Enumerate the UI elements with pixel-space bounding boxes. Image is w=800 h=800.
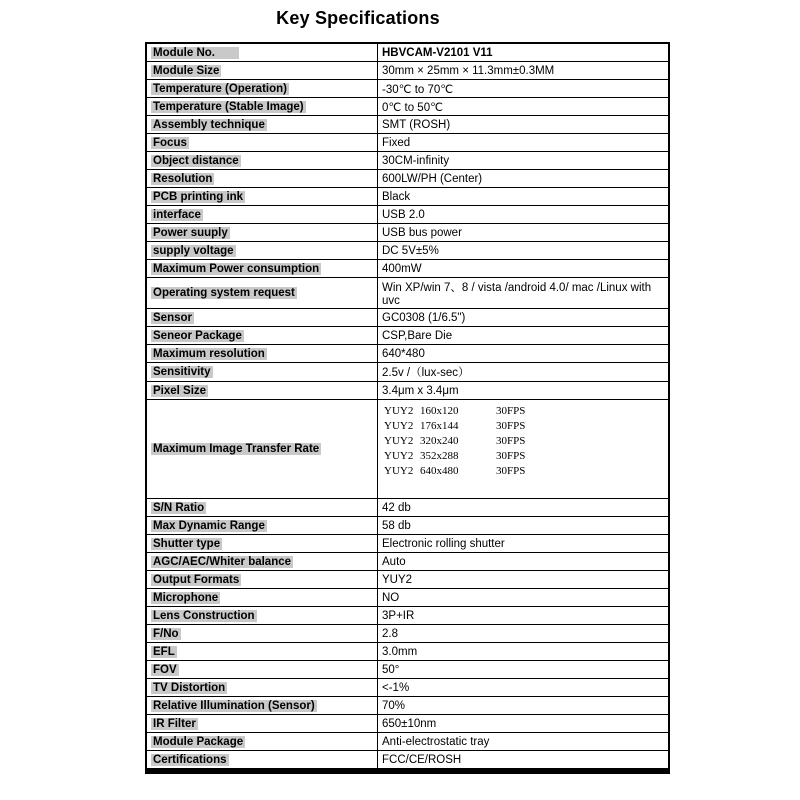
- spec-label: Lens Construction: [153, 609, 255, 622]
- spec-label-cell: [146, 751, 378, 772]
- spec-label-cell: [146, 517, 378, 535]
- spec-row: [146, 535, 669, 553]
- transfer-rate-format: YUY2: [384, 420, 414, 432]
- transfer-rate-lines: [384, 404, 664, 479]
- spec-label: supply voltage: [153, 244, 234, 257]
- transfer-rate-fps: 30FPS: [496, 420, 526, 432]
- spec-label-cell: [146, 278, 378, 309]
- spec-value-cell: [378, 571, 670, 589]
- spec-label-cell: [146, 170, 378, 188]
- spec-row: [146, 400, 669, 499]
- spec-label: Relative Illumination (Sensor): [153, 699, 315, 712]
- spec-value: 30CM-infinity: [382, 154, 450, 167]
- spec-label: FOV: [153, 663, 177, 676]
- transfer-rate-format: YUY2: [384, 405, 414, 417]
- spec-value-cell: [378, 206, 670, 224]
- spec-value-cell: [378, 733, 670, 751]
- spec-value: Black: [382, 190, 411, 203]
- transfer-rate-line: [384, 464, 664, 479]
- spec-label: Module No.: [151, 47, 239, 59]
- spec-value-cell: [378, 134, 670, 152]
- spec-value-cell: [378, 382, 670, 400]
- spec-value-cell: [378, 715, 670, 733]
- spec-row: [146, 309, 669, 327]
- spec-label: Temperature (Operation): [153, 82, 287, 95]
- spec-label-cell: [146, 625, 378, 643]
- spec-value-cell: [378, 625, 670, 643]
- spec-row: [146, 116, 669, 134]
- transfer-rate-fps: 30FPS: [496, 450, 526, 462]
- spec-label: Maximum Power consumption: [153, 262, 320, 275]
- spec-row: [146, 278, 669, 309]
- spec-value-cell: [378, 363, 670, 382]
- spec-value-cell: [378, 679, 670, 697]
- spec-label-cell: [146, 382, 378, 400]
- spec-row: [146, 382, 669, 400]
- spec-value: Fixed: [382, 136, 411, 149]
- spec-value: FCC/CE/ROSH: [382, 753, 462, 766]
- spec-label: TV Distortion: [153, 681, 226, 694]
- spec-row: [146, 98, 669, 116]
- spec-value: HBVCAM-V2101 V11: [382, 46, 493, 59]
- spec-label-cell: [146, 98, 378, 116]
- spec-row: [146, 345, 669, 363]
- spec-value: 30mm × 25mm × 11.3mm±0.3MM: [382, 64, 555, 77]
- spec-value: 50°: [382, 663, 400, 676]
- spec-value: 600LW/PH (Center): [382, 172, 483, 185]
- spec-value-cell: [378, 43, 670, 62]
- spec-label-cell: [146, 661, 378, 679]
- spec-label: Module Package: [153, 735, 244, 748]
- spec-label-cell: [146, 679, 378, 697]
- spec-value: -30℃ to 70℃: [382, 83, 454, 96]
- spec-label-cell: [146, 62, 378, 80]
- transfer-rate-line: [384, 434, 664, 449]
- spec-label-cell: [146, 535, 378, 553]
- spec-value-cell: [378, 400, 670, 499]
- spec-label: F/No: [153, 627, 179, 640]
- spec-label-cell: [146, 400, 378, 499]
- spec-value: Win XP/win 7、8 / vista /android 4.0/ mac /Linux with uvc: [382, 282, 652, 307]
- spec-label: Maximum resolution: [153, 347, 265, 360]
- spec-label: Focus: [153, 136, 187, 149]
- spec-value: SMT (ROSH): [382, 118, 451, 131]
- transfer-rate-format: YUY2: [384, 465, 414, 477]
- spec-value: USB bus power: [382, 226, 462, 239]
- spec-label: Pixel Size: [153, 384, 207, 397]
- spec-label: Operating system request: [153, 287, 295, 299]
- spec-label: Object distance: [153, 154, 239, 167]
- spec-label-cell: [146, 260, 378, 278]
- spec-value: 400mW: [382, 262, 422, 275]
- spec-row: [146, 43, 669, 62]
- spec-value-cell: [378, 188, 670, 206]
- spec-row: [146, 62, 669, 80]
- spec-label-cell: [146, 571, 378, 589]
- spec-value: 58 db: [382, 519, 411, 532]
- spec-value: 0℃ to 50℃: [382, 101, 443, 114]
- spec-label: AGC/AEC/Whiter balance: [153, 555, 292, 568]
- spec-value: 650±10nm: [382, 717, 437, 730]
- spec-row: [146, 697, 669, 715]
- spec-row: [146, 206, 669, 224]
- spec-value-cell: [378, 697, 670, 715]
- spec-row: [146, 80, 669, 98]
- spec-label-cell: [146, 206, 378, 224]
- spec-value: YUY2: [382, 573, 413, 586]
- spec-value-cell: [378, 80, 670, 98]
- spec-label: Power suuply: [153, 226, 228, 239]
- spec-label: Sensitivity: [153, 366, 211, 378]
- spec-row: [146, 553, 669, 571]
- transfer-rate-fps: 30FPS: [496, 465, 526, 477]
- spec-label-cell: [146, 152, 378, 170]
- spec-label-cell: [146, 134, 378, 152]
- transfer-rate-resolution: 176x144: [420, 420, 459, 432]
- transfer-rate-line: [384, 449, 664, 464]
- spec-row: [146, 643, 669, 661]
- spec-row: [146, 625, 669, 643]
- spec-value: Electronic rolling shutter: [382, 537, 505, 550]
- spec-value-cell: [378, 517, 670, 535]
- spec-label-cell: [146, 715, 378, 733]
- spec-row: [146, 571, 669, 589]
- spec-value-cell: [378, 345, 670, 363]
- spec-row: [146, 679, 669, 697]
- spec-label-cell: [146, 345, 378, 363]
- spec-row: [146, 170, 669, 188]
- spec-value-cell: [378, 661, 670, 679]
- transfer-rate-resolution: 320x240: [420, 435, 459, 447]
- spec-value-cell: [378, 327, 670, 345]
- spec-value: 42 db: [382, 501, 411, 514]
- spec-value-cell: [378, 242, 670, 260]
- spec-value: USB 2.0: [382, 208, 425, 221]
- page-title: Key Specifications: [276, 8, 440, 28]
- spec-label-cell: [146, 116, 378, 134]
- spec-row: [146, 517, 669, 535]
- spec-value-cell: [378, 643, 670, 661]
- transfer-rate-fps: 30FPS: [496, 405, 526, 417]
- spec-value-cell: [378, 152, 670, 170]
- spec-row: [146, 499, 669, 517]
- spec-value-cell: [378, 607, 670, 625]
- spec-value-cell: [378, 589, 670, 607]
- transfer-rate-line: [384, 419, 664, 434]
- spec-row: [146, 152, 669, 170]
- spec-label-cell: [146, 589, 378, 607]
- transfer-rate-format: YUY2: [384, 435, 414, 447]
- spec-label: EFL: [153, 645, 175, 658]
- transfer-rate-fps: 30FPS: [496, 435, 526, 447]
- spec-label: Resolution: [153, 172, 213, 185]
- spec-label-cell: [146, 607, 378, 625]
- spec-label: Certifications: [153, 753, 227, 766]
- spec-row: [146, 607, 669, 625]
- spec-label: Sensor: [153, 311, 192, 324]
- spec-value-cell: [378, 224, 670, 242]
- spec-value-cell: [378, 309, 670, 327]
- spec-label: Output Formats: [153, 573, 240, 586]
- spec-label-cell: [146, 43, 378, 62]
- spec-row: [146, 363, 669, 382]
- spec-label: Assembly technique: [153, 118, 265, 131]
- spec-label-cell: [146, 643, 378, 661]
- spec-label: PCB printing ink: [153, 190, 244, 203]
- spec-value: 2.8: [382, 627, 398, 640]
- spec-label-cell: [146, 188, 378, 206]
- spec-value-cell: [378, 535, 670, 553]
- spec-value: NO: [382, 591, 400, 604]
- spec-label: Shutter type: [153, 537, 221, 550]
- spec-row: [146, 188, 669, 206]
- spec-value-cell: [378, 116, 670, 134]
- spec-label-cell: [146, 224, 378, 242]
- spec-label: Microphone: [153, 591, 219, 604]
- spec-label: S/N Ratio: [153, 501, 205, 514]
- spec-value-cell: [378, 260, 670, 278]
- spec-label: interface: [153, 208, 201, 221]
- transfer-rate-resolution: 352x288: [420, 450, 459, 462]
- spec-table: [145, 42, 670, 774]
- spec-value: Anti-electrostatic tray: [382, 735, 490, 748]
- spec-value: 2.5v /（lux-sec）: [382, 367, 470, 379]
- spec-value-cell: [378, 553, 670, 571]
- transfer-rate-format: YUY2: [384, 450, 414, 462]
- transfer-rate-resolution: 640x480: [420, 465, 459, 477]
- spec-value-cell: [378, 499, 670, 517]
- spec-value-cell: [378, 98, 670, 116]
- spec-row: [146, 260, 669, 278]
- spec-value: GC0308 (1/6.5"): [382, 311, 466, 324]
- spec-label-cell: [146, 733, 378, 751]
- spec-row: [146, 715, 669, 733]
- spec-label-cell: [146, 553, 378, 571]
- spec-row: [146, 134, 669, 152]
- spec-value: 3.4μm x 3.4μm: [382, 384, 459, 397]
- spec-row: [146, 242, 669, 260]
- spec-value: Auto: [382, 555, 406, 568]
- spec-row: [146, 327, 669, 345]
- spec-value: <-1%: [382, 681, 410, 694]
- spec-value: DC 5V±5%: [382, 244, 439, 257]
- spec-label: Seneor Package: [153, 329, 242, 342]
- spec-label: IR Filter: [153, 717, 196, 730]
- spec-value: 70%: [382, 699, 406, 712]
- spec-value: 3.0mm: [382, 645, 418, 658]
- spec-label-cell: [146, 309, 378, 327]
- spec-value-cell: [378, 278, 670, 309]
- spec-value: 3P+IR: [382, 609, 415, 622]
- spec-value: CSP,Bare Die: [382, 329, 453, 342]
- spec-label-cell: [146, 363, 378, 382]
- spec-label: Temperature (Stable Image): [153, 100, 304, 113]
- spec-label: Max Dynamic Range: [153, 519, 265, 532]
- spec-value-cell: [378, 751, 670, 772]
- spec-value: 640*480: [382, 347, 425, 360]
- spec-row: [146, 733, 669, 751]
- spec-label-cell: [146, 80, 378, 98]
- spec-table-body: [146, 43, 669, 771]
- spec-row: [146, 751, 669, 772]
- transfer-rate-resolution: 160x120: [420, 405, 459, 417]
- spec-label: Maximum Image Transfer Rate: [153, 443, 320, 455]
- spec-row: [146, 224, 669, 242]
- spec-label-cell: [146, 327, 378, 345]
- transfer-rate-line: [384, 404, 664, 419]
- spec-row: [146, 661, 669, 679]
- spec-value-cell: [378, 62, 670, 80]
- spec-label-cell: [146, 697, 378, 715]
- spec-label-cell: [146, 242, 378, 260]
- spec-label: Module Size: [153, 64, 220, 77]
- spec-label-cell: [146, 499, 378, 517]
- spec-row: [146, 589, 669, 607]
- spec-value-cell: [378, 170, 670, 188]
